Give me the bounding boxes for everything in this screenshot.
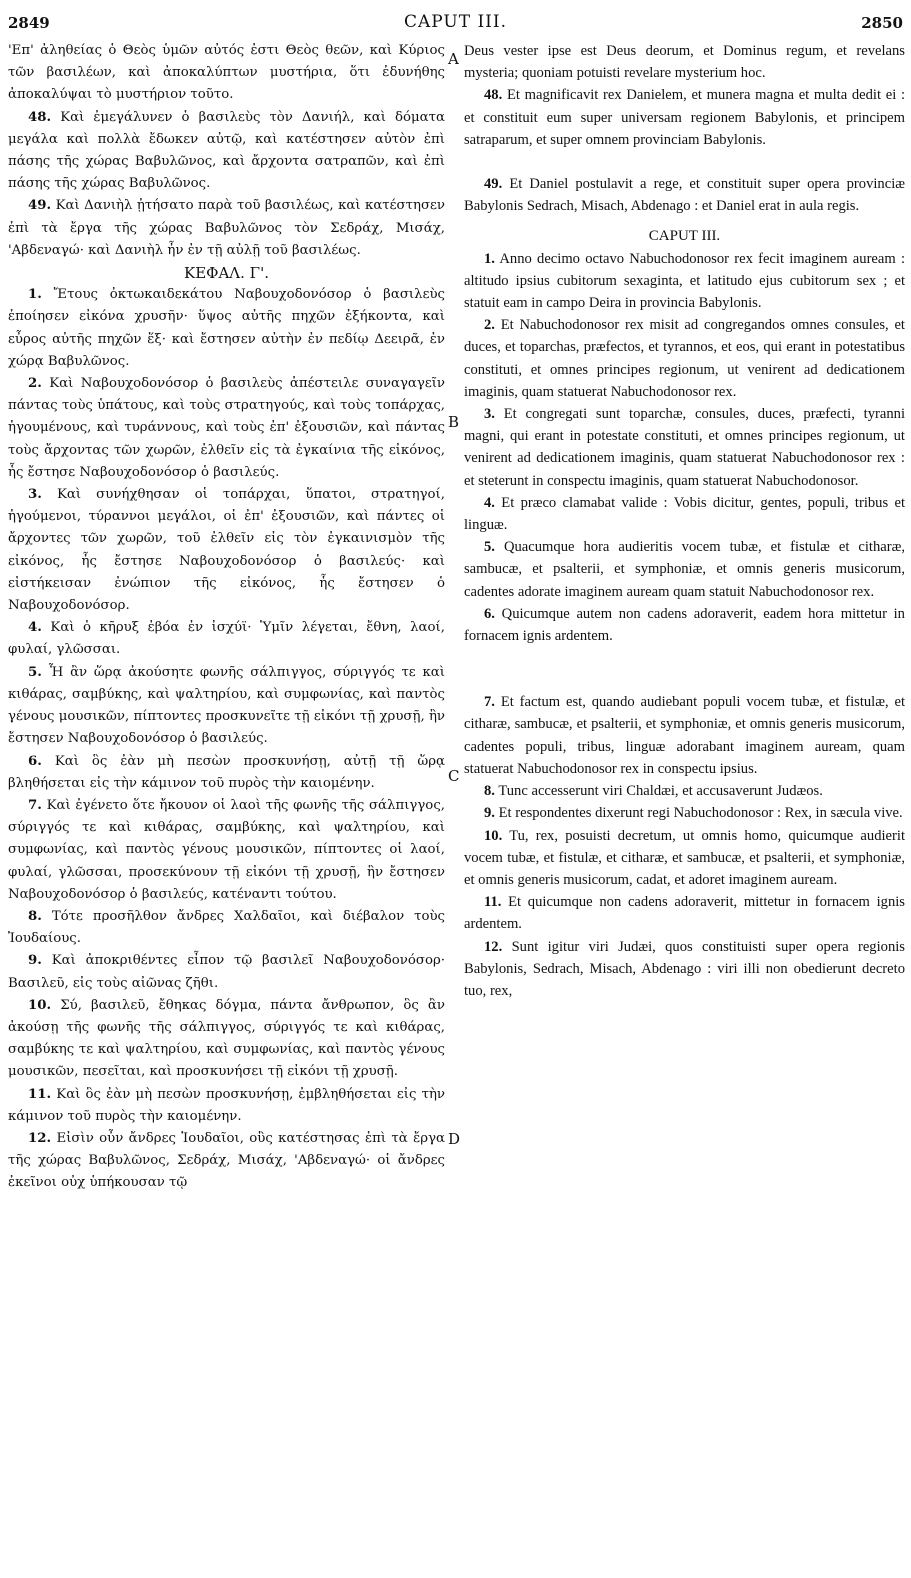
verse-text: Σύ, βασιλεῦ, ἔθηκας δόγμα, πάντα ἄνθρωπον, ὃς ἂν ἀκούσῃ τῆς φωνῆς τῆς σάλπιγγος, σύριγγός τε καὶ κιθάρας, σαμβύκης τε καὶ ψαλτηρίου, καὶ συμφωνίας, καὶ παντὸς γένους μουσικῶν, πεσεῖται, καὶ προσκυνήσει τῇ εἰκόνι τῇ χρυσῇ. [8,997,445,1080]
verse-number: 3. [484,406,495,423]
verse-number: 7. [484,694,495,711]
greek-column [8,40,445,1195]
verse-text: Καὶ ἐμεγάλυνεν ὁ βασιλεὺς τὸν Δανιήλ, καὶ δόματα μεγάλα καὶ πολλὰ ἔδωκεν αὐτῷ, καὶ κατέστησεν αὐτὸν ἐπὶ πάσης τῆς χώρας Βαβυλῶνος, καὶ ἄρχοντα σατραπῶν, καὶ ἐπὶ πάσης τῆς χώρας Βαβυλῶνος. [8,109,445,192]
verse-text: Et præco clamabat valide : Vobis dicitur, gentes, populi, tribus et linguæ. [464,494,905,534]
margin-marker-c: C [448,767,460,785]
verse-number: 2. [484,317,495,334]
verse-number: 10. [484,827,503,844]
verse-text: Quacumque hora audieritis vocem tubæ, et fistulæ et citharæ, sambucæ, et psalterii, et symphoniæ, et omnis generis musicorum, cadentes adorate imaginem auream quam statuit Nabuchodonosor rex. [464,539,905,600]
verse-text: Εἰσὶν οὖν ἄνδρες Ἰουδαῖοι, οὓς κατέστησας ἐπὶ τὰ ἔργα τῆς χώρας Βαβυλῶνος, Σεδράχ, Μισάχ, 'Αβδεναγώ· οἱ ἄνδρες ἐκεῖνοι οὐχ ὑπήκουσαν τῷ [8,1130,445,1191]
verse-number: 9. [484,805,495,822]
greek-verse-5 [8,662,445,751]
greek-verse-11 [8,1084,445,1128]
verse-text: Et Daniel postulavit a rege, et constituit super opera provinciæ Babylonis Sedrach, Misach, Abdenago : et Daniel erat in aula regis. [464,176,905,215]
verse-number: 49. [28,198,52,214]
greek-verse-7 [8,795,445,906]
verse-text: Καὶ ἀποκριθέντες εἶπον τῷ βασιλεῖ Ναβουχοδονόσορ· Βασιλεῦ, εἰς τοὺς αἰῶνας ζῆθι. [8,953,445,991]
latin-opening: Deus vester ipse est Deus deorum, et Dominus regum, et revelans mysteria; quoniam potuisti revelare mysterium hoc. [464,43,905,82]
latin-verse-10 [464,825,905,892]
verse-text: Καὶ ὃς ἐὰν μὴ πεσὼν προσκυνήσῃ, αὐτῇ τῇ ὥρᾳ βληθήσεται εἰς τὴν κάμινον τοῦ πυρὸς τὴν καιομένην. [8,753,445,791]
greek-verse-4 [8,617,445,661]
verse-number: 12. [28,1130,52,1146]
greek-verse-10 [8,995,445,1084]
verse-number: 4. [484,494,495,511]
verse-number: 4. [28,620,42,636]
verse-number: 11. [484,894,502,911]
verse-number: 1. [28,287,42,303]
latin-verse-11 [464,891,905,935]
latin-chapter-heading: CAPUT III. [648,228,721,245]
latin-verses [464,248,905,1003]
greek-verse-6 [8,751,445,795]
verse-text: Et Nabuchodonosor rex misit ad congregandos omnes consules, et duces, et toparchas, præfectos, et tyrannos, et eos, qui erant in potestatibus constituti, et omnes principes regionum, ut venirent ad dedicationem imaginis, quam statuerat Nabuchodonosor rex. [464,317,905,400]
latin-verse-12 [464,936,905,1003]
verse-text: Tunc accesserunt viri Chaldæi, et accusaverunt Judæos. [498,783,823,800]
margin-marker-d: D [448,1130,461,1148]
verse-number: 11. [28,1086,52,1102]
greek-verse-9 [8,950,445,994]
verse-number: 12. [484,938,503,955]
latin-verse-9 [464,802,905,824]
verse-text: Et respondentes dixerunt regi Nabuchodonosor : Rex, in sæcula vive. [498,805,903,822]
page-number-left: 2849 [8,14,50,32]
verse-number: 8. [28,908,42,924]
page-header [8,10,903,38]
margin-marker-b: B [448,413,460,431]
verse-number: 1. [484,250,495,267]
latin-column [464,40,905,1002]
verse-number: 10. [28,997,52,1013]
latin-verse-1 [464,248,905,315]
verse-number: 9. [28,953,42,969]
page-number-right: 2850 [861,14,903,32]
latin-verse-5 [464,536,905,603]
greek-verse-8 [8,906,445,950]
verse-text: Anno decimo octavo Nabuchodonosor rex fecit imaginem auream : altitudo ipsius cubitorum sexaginta, et latitudo ejus cubitorum sex ; et statuit eam in campo Deira in provincia Babylonis. [464,250,906,312]
verse-number: 5. [28,664,42,680]
verse-text: Καὶ ὁ κῆρυξ ἐβόα ἐν ἰσχύϊ· Ὑμῖν λέγεται, ἔθνη, λαοί, φυλαί, γλῶσσαι. [8,620,445,658]
verse-text: Τότε προσῆλθον ἄνδρες Χαλδαῖοι, καὶ διέβαλον τοὺς Ἰουδαίους. [8,908,445,947]
latin-verse-6 [464,603,905,647]
greek-verse-3 [8,484,445,617]
verse-text: Et quicumque non cadens adoraverit, mittetur in fornacem ignis ardentem. [464,894,905,933]
latin-verse-48 [464,84,905,151]
greek-verses [8,284,445,1194]
latin-verse-2 [464,314,905,403]
running-title: CAPUT III. [403,12,508,32]
verse-text: Et magnificavit rex Danielem, et munera magna et multa dedit ei : et constituit eum super universam regionem Babylonis, et principem satraparum, et super omnem provinciam Babylonis. [464,87,906,148]
verse-number: 2. [28,376,42,392]
greek-chapter-heading: ΚΕΦΑΛ. Γ'. [184,264,269,283]
verse-text: Et congregati sunt toparchæ, consules, duces, præfecti, tyranni magni, qui erant in potestate constituti, et omnes principes regionum, ut venirent ad dedicationem imaginis, quam statuerat Nabuchodonosor rex : et steterunt in conspectu imaginis, quam statuerat Nabuchodonosor. [464,406,905,489]
greek-verse-12 [8,1128,445,1195]
verse-text: Ἔτους ὀκτωκαιδεκάτου Ναβουχοδονόσορ ὁ βασιλεὺς ἐποίησεν εἰκόνα χρυσῆν· ὕψος αὐτῆς πηχῶν ἑξήκοντα, καὶ εὖρος αὐτῆς πηχῶν ἕξ· καὶ ἔστησεν αὐτὴν ἐν πεδίῳ Δεειρᾶ, ἐν χώρᾳ Βαβυλῶνος. [8,287,445,369]
latin-verse-7 [464,691,905,780]
margin-marker-a: A [448,50,459,68]
verse-number: 6. [484,605,495,622]
latin-verse-3 [464,403,905,492]
verse-text: Tu, rex, posuisti decretum, ut omnis homo, quicumque audierit vocem tubæ, et fistulæ, et citharæ, et sambucæ, et psalterii, et symphoniæ, et omnis generis musicorum, cadat, et adoret imaginem auream. [464,827,906,888]
greek-verse-49 [8,195,445,262]
latin-verse-4 [464,492,905,536]
verse-number: 6. [28,753,42,769]
greek-opening: 'Επ' ἀληθείας ὁ Θεὸς ὑμῶν αὐτός ἐστι Θεὸς θεῶν, καὶ Κύριος τῶν βασιλέων, καὶ ἀποκαλύπτων μυστήρια, ὅτι ἐδυνήθης ἀποκαλύψαι τὸ μυστήριον τοῦτο. [8,43,445,103]
latin-verse-49 [464,173,905,217]
latin-verse-8 [464,780,905,802]
verse-text: Et factum est, quando audiebant populi vocem tubæ, et fistulæ, et citharæ, sambucæ, et psalterii, et symphoniæ, et omnis generis musicorum, cadentes populi, tribus, linguæ adorabant imaginem auream, quam statuerat Nabuchodonosor rex in conspectu ipsius. [464,694,905,777]
verse-text: Ἧ ἂν ὥρᾳ ἀκούσητε φωνῆς σάλπιγγος, σύριγγός τε καὶ κιθάρας, σαμβύκης, καὶ ψαλτηρίου, καὶ συμφωνίας, καὶ παντὸς γένους μουσικῶν, πίπτοντες προσκυνεῖτε τῇ εἰκόνι τῇ χρυσῇ, ἣν ἔστησεν Ναβουχοδονόσορ ὁ βασιλεύς. [8,664,445,747]
greek-verse-2 [8,373,445,484]
verse-number: 48. [484,87,503,104]
greek-verse-48 [8,107,445,196]
verse-text: Καὶ ἐγένετο ὅτε ἤκουον οἱ λαοὶ τῆς φωνῆς τῆς σάλπιγγος, σύριγγός τε καὶ κιθάρας, σαμβύκης, καὶ ψαλτηρίου, καὶ συμφωνίας, καὶ παντὸς γένους μουσικῶν, πίπτοντες οἱ λαοί, φυλαί, γλῶσσαι, προσεκύνουν τῇ εἰκόνι τῇ χρυσῇ, ἣν ἔστησεν Ναβουχοδονόσορ ὁ βασιλεύς, κατέναντι τούτου. [8,797,445,902]
verse-text: Καὶ Ναβουχοδονόσορ ὁ βασιλεὺς ἀπέστειλε συναγαγεῖν πάντας τοὺς ὑπάτους, καὶ τοὺς στρατηγούς, καὶ τοὺς τοπάρχας, ἡγουμένους, καὶ τυράννους, καὶ τοὺς ἐπ' ἐξουσιῶν, καὶ πάντας τοὺς ἄρχοντας τῶν χωρῶν, ἐλθεῖν εἰς τὰ ἐγκαίνια τῆς εἰκόνος, ἧς ἔστησε Ναβουχοδονόσορ ὁ βασιλεύς. [8,376,446,480]
greek-verse-1 [8,284,445,373]
verse-text: Quicumque autem non cadens adoraverit, eadem hora mittetur in fornacem ignis ardentem. [464,605,905,645]
verse-number: 48. [28,109,52,125]
verse-number: 7. [28,797,42,813]
verse-number: 49. [484,176,503,193]
verse-text: Καὶ ὃς ἐὰν μὴ πεσὼν προσκυνήσῃ, ἐμβληθήσεται εἰς τὴν κάμινον τοῦ πυρὸς τὴν καιομένην. [8,1086,445,1124]
verse-text: Καὶ συνήχθησαν οἱ τοπάρχαι, ὕπατοι, στρατηγοί, ἡγούμενοι, τύραννοι μεγάλοι, οἱ ἐπ' ἐξουσιῶν, καὶ πάντες οἱ ἄρχοντες τῶν χωρῶν, τοῦ ἐλθεῖν εἰς τὸν ἐγκαινισμὸν τῆς εἰκόνος, ἧς ἔστησε Ναβουχοδονόσορ ὁ βασιλεύς· καὶ εἱστήκεισαν ἐνώπιον τῆς εἰκόνος, ἧς ἔστησεν ὁ Ναβουχοδονόσορ. [8,487,445,614]
verse-number: 5. [484,539,495,556]
verse-number: 8. [484,783,495,800]
verse-text: Sunt igitur viri Judæi, quos constituisti super opera regionis Babylonis, Sedrach, Misach, Abdenago : viri illi non obedierunt decreto tuo, rex, [464,938,905,999]
verse-number: 3. [28,487,42,503]
verse-text: Καὶ Δανιὴλ ᾐτήσατο παρὰ τοῦ βασιλέως, καὶ κατέστησεν ἐπὶ τὰ ἔργα τῆς χώρας Βαβυλῶνος τὸν Σεδράχ, Μισάχ, 'Αβδεναγώ· καὶ Δανιὴλ ἦν ἐν τῇ αὐλῇ τοῦ βασιλέως. [8,198,445,258]
